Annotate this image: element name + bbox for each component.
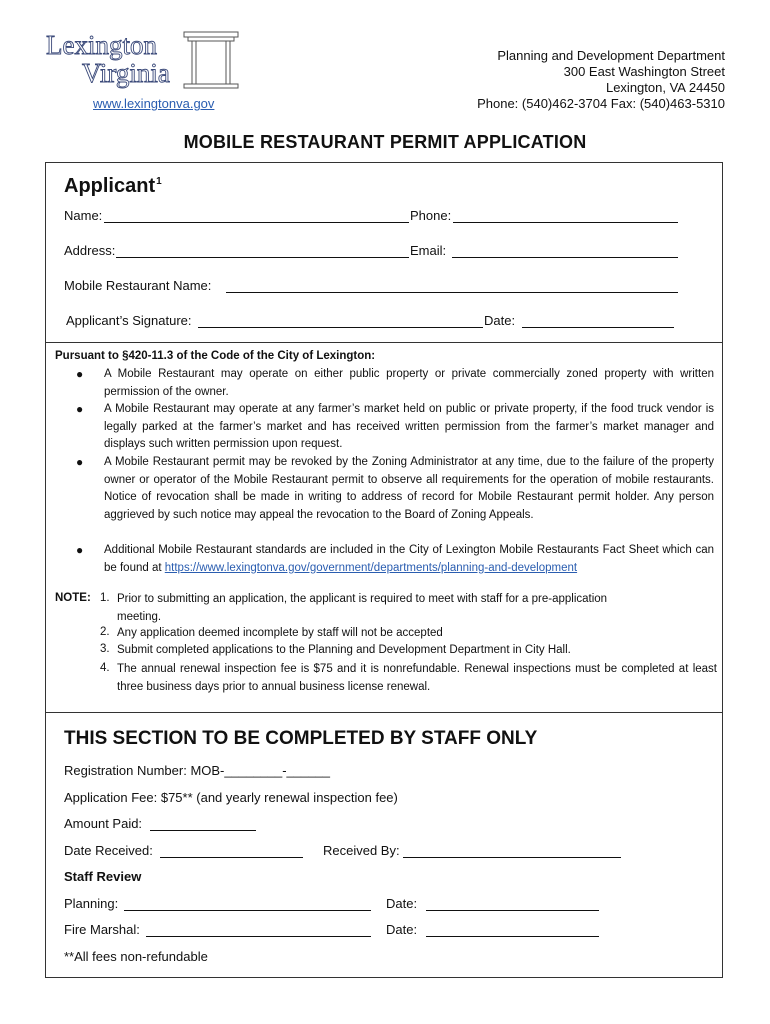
note-number: 1. — [100, 592, 110, 604]
amount-paid-field[interactable] — [150, 830, 256, 831]
planning-date-field[interactable] — [426, 910, 599, 911]
rule-item: A Mobile Restaurant permit may be revoked by the Zoning Administrator at any time, due to the failure of the property owner or operator of the Mobile Restaurant permit to observe all requirements for the operation of mobile restaurants. Notice of revocation shall be made in writing to address of record for Mobile Restaurant permit holder. Any person aggrieved by such notice may appeal the revocation to the Board of Zoning Appeals. — [104, 456, 714, 521]
rule-item: A Mobile Restaurant may operate at any farmer’s market held on public or private property, if the food truck vendor is legally parked at the farmer’s market and has received written permission from the farmer’s market manager and displays such written permission upon request. — [104, 403, 714, 450]
department-contact — [477, 48, 725, 112]
email-field[interactable] — [452, 257, 678, 258]
note-label: NOTE: — [55, 592, 91, 604]
rule-item: Additional Mobile Restaurant standards are included in the City of Lexington Mobile Restaurants Fact Sheet which can be found at https://www.lexingtonva.gov/government/departments/planning-and-development — [104, 544, 714, 574]
bullet-icon: ● — [76, 543, 84, 557]
name-field[interactable] — [104, 222, 409, 223]
staff-heading: THIS SECTION TO BE COMPLETED BY STAFF ONLY — [64, 728, 538, 749]
planning-date-label: Date: — [386, 896, 418, 911]
city-logo — [44, 26, 244, 92]
note-item: The annual renewal inspection fee is $75 and it is nonrefundable. Renewal inspections must be completed at least three business days prior to annual business license renewal. — [117, 663, 717, 693]
staff-review-heading: Staff Review — [64, 869, 142, 884]
page-title: MOBILE RESTAURANT PERMIT APPLICATION — [183, 132, 587, 152]
note-item: Submit completed applications to the Planning and Development Department in City Hall. — [117, 644, 571, 656]
signature-label: Applicant’s Signature: — [66, 313, 192, 328]
amount-paid-label: Amount Paid: — [64, 816, 143, 831]
address-label: Address: — [64, 243, 116, 258]
bullet-icon: ● — [76, 367, 84, 381]
building-icon — [184, 32, 238, 88]
bullet-icon: ● — [76, 402, 84, 416]
fire-marshal-date-label: Date: — [386, 922, 418, 937]
footnote-mark: 1 — [156, 176, 162, 187]
logo-text-lexington: Lexington — [46, 30, 157, 60]
dept-name: Planning and Development Department — [497, 48, 725, 63]
dept-city: Lexington, VA 24450 — [605, 80, 725, 95]
logo-text-virginia: Virginia — [82, 58, 170, 88]
logo-graphic — [44, 26, 244, 92]
code-reference-heading: Pursuant to §420-11.3 of the Code of the City of Lexington: — [55, 350, 376, 362]
fire-marshal-label: Fire Marshal: — [64, 922, 140, 937]
dept-street: 300 East Washington Street — [563, 64, 725, 79]
note-number: 3. — [100, 643, 110, 655]
fees-note: **All fees non-refundable — [64, 949, 208, 964]
signature-date-field[interactable] — [522, 327, 674, 328]
note-number: 4. — [100, 662, 110, 674]
mobile-restaurant-name-label: Mobile Restaurant Name: — [64, 278, 212, 293]
note-number: 2. — [100, 626, 110, 638]
note-item: Prior to submitting an application, the applicant is required to meet with staff for a pre-application meeting. — [117, 593, 608, 623]
planning-field[interactable] — [124, 910, 371, 911]
received-by-label: Received By: — [323, 843, 400, 858]
received-by-field[interactable] — [403, 857, 621, 858]
fact-sheet-link[interactable]: https://www.lexingtonva.gov/government/departments/planning-and-development — [164, 561, 578, 574]
registration-number: Registration Number: MOB-________-______ — [64, 763, 330, 778]
dept-phone-fax: Phone: (540)462-3704 Fax: (540)463-5310 — [477, 96, 725, 111]
mobile-restaurant-name-field[interactable] — [226, 292, 678, 293]
website-link[interactable]: www.lexingtonva.gov — [93, 96, 215, 111]
email-label: Email: — [410, 243, 447, 258]
note-item: Any application deemed incomplete by staff will not be accepted — [117, 627, 443, 639]
rule-item: A Mobile Restaurant may operate on either public property or private commercially zoned property with written permission of the owner. — [104, 368, 714, 398]
fire-marshal-date-field[interactable] — [426, 936, 599, 937]
bullet-icon: ● — [76, 455, 84, 469]
date-received-label: Date Received: — [64, 843, 153, 858]
applicant-heading: Applicant$^1$ — [64, 175, 162, 197]
planning-label: Planning: — [64, 896, 119, 911]
phone-label: Phone: — [410, 208, 452, 223]
name-label: Name: — [64, 208, 103, 223]
date-received-field[interactable] — [160, 857, 303, 858]
address-field[interactable] — [116, 257, 409, 258]
signature-field[interactable] — [198, 327, 483, 328]
application-fee: Application Fee: $75** (and yearly renewal inspection fee) — [64, 790, 398, 805]
phone-field[interactable] — [453, 222, 678, 223]
signature-date-label: Date: — [484, 313, 516, 328]
fire-marshal-field[interactable] — [146, 936, 371, 937]
